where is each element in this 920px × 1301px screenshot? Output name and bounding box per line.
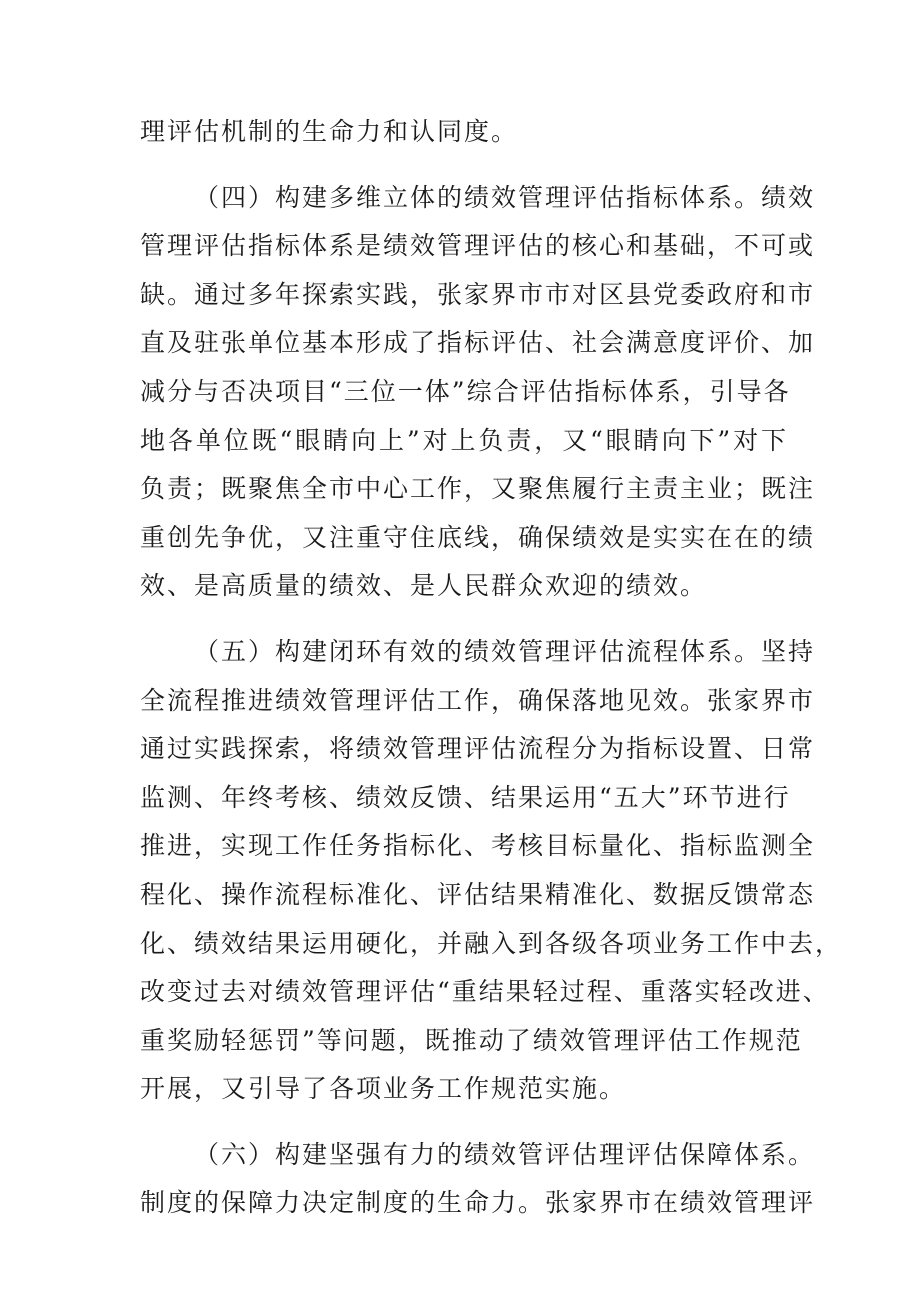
text-line: 效、是高质量的绩效、是人民群众欢迎的绩效。 bbox=[140, 571, 708, 601]
text-line: 推进，实现工作任务指标化、考核目标量化、指标监测全 bbox=[140, 831, 816, 861]
text-line: 化、绩效结果运用硬化，并融入到各级各项业务工作中去， bbox=[140, 928, 843, 958]
paragraph-section-five bbox=[140, 628, 843, 1114]
text-line: 缺。通过多年探索实践，张家界市市对区县党委政府和市 bbox=[140, 279, 816, 309]
paragraph-gap bbox=[140, 1114, 788, 1131]
paragraph-gap bbox=[140, 611, 788, 628]
text-line: 负责；既聚焦全市中心工作，又聚焦履行主责主业；既注 bbox=[140, 474, 816, 504]
paragraph-continuation bbox=[140, 108, 788, 157]
text-line: 重创先争优，又注重守住底线，确保绩效是实实在在的绩 bbox=[140, 522, 816, 552]
text-line: 开展，又引导了各项业务工作规范实施。 bbox=[140, 1074, 627, 1104]
text-line: （五）构建闭环有效的绩效管理评估流程体系。坚持 bbox=[194, 636, 816, 666]
paragraph-gap bbox=[140, 157, 788, 174]
text-line: 直及驻张单位基本形成了指标评估、社会满意度评价、加 bbox=[140, 328, 816, 358]
text-line: 监测、年终考核、绩效反馈、结果运用“五大”环节进行 bbox=[140, 782, 791, 812]
document-page bbox=[140, 108, 843, 1228]
text-line: 制度的保障力决定制度的生命力。张家界市在绩效管理评 bbox=[140, 1188, 816, 1218]
text-line: 减分与否决项目“三位一体”综合评估指标体系，引导各 bbox=[140, 376, 791, 406]
paragraph-section-four bbox=[140, 174, 816, 611]
text-line: 管理评估指标体系是绩效管理评估的核心和基础，不可或 bbox=[140, 231, 816, 261]
text-line: 改变过去对绩效管理评估“重结果轻过程、重落实轻改进、 bbox=[140, 977, 830, 1007]
text-line: 理评估机制的生命力和认同度。 bbox=[140, 117, 519, 146]
text-line: 程化、操作流程标准化、评估结果精准化、数据反馈常态 bbox=[140, 879, 816, 909]
text-line: （四）构建多维立体的绩效管理评估指标体系。绩效 bbox=[194, 182, 816, 212]
text-line: 全流程推进绩效管理评估工作，确保落地见效。张家界市 bbox=[140, 685, 816, 715]
text-line: （六）构建坚强有力的绩效管评估理评估保障体系。 bbox=[194, 1139, 816, 1169]
text-line: 地各单位既“眼睛向上”对上负责，又“眼睛向下”对下 bbox=[140, 425, 788, 455]
text-line: 通过实践探索，将绩效管理评估流程分为指标设置、日常 bbox=[140, 734, 816, 764]
paragraph-section-six bbox=[140, 1131, 816, 1228]
text-line: 重奖励轻惩罚”等问题，既推动了绩效管理评估工作规范 bbox=[140, 1025, 803, 1055]
